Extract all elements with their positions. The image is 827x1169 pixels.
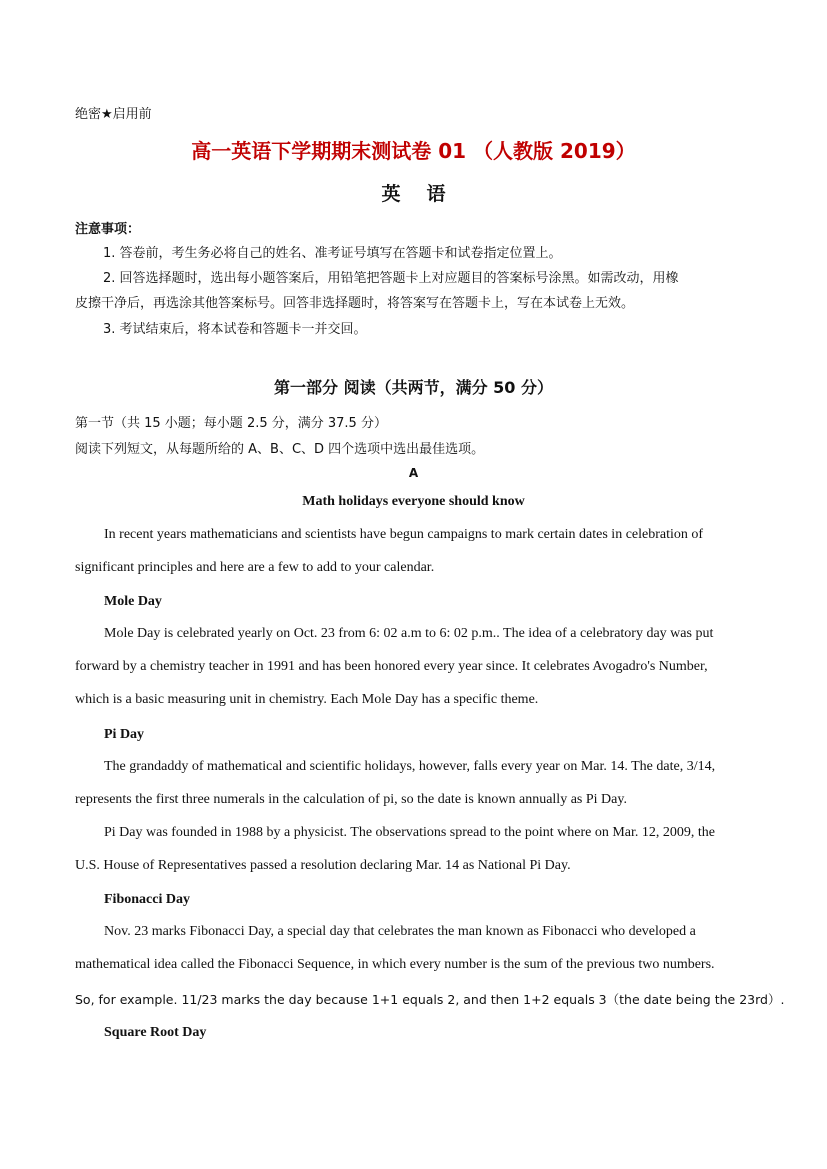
notice-item-2-line-1: 2. 回答选择题时，选出每小题答案后，用铅笔把答题卡上对应题目的答案标号涂黑。如需改动，用橡	[103, 271, 679, 286]
intro-line-2: significant principles and here are a few to add to your calendar.	[75, 560, 435, 575]
mole-day-heading: Mole Day	[104, 594, 162, 609]
notice-item-1: 1. 答卷前，考生务必将自己的姓名、准考证号填写在答题卡和试卷指定位置上。	[103, 246, 562, 261]
intro-line-1: In recent years mathematicians and scientists have begun campaigns to mark certain dates in celebration of	[104, 527, 704, 542]
part-heading: 第一部分 阅读（共两节，满分 50 分）	[274, 378, 553, 397]
pi-day-heading: Pi Day	[104, 727, 145, 742]
notice-heading: 注意事项：	[75, 222, 141, 237]
fibonacci-line-3: So, for example. 11/23 marks the day because 1+1 equals 2, and then 1+2 equals 3（the date being the 23rd）.	[75, 992, 785, 1007]
section-instruction: 阅读下列短文，从每题所给的 A、B、C、D 四个选项中选出最佳选项。	[75, 442, 485, 457]
pi-line-1: The grandaddy of mathematical and scientific holidays, however, falls every year on Mar. 14. The date, 3/14,	[104, 759, 716, 774]
fibonacci-line-1: Nov. 23 marks Fibonacci Day, a special day that celebrates the man known as Fibonacci who developed a	[104, 924, 696, 939]
passage-label: A	[408, 466, 419, 480]
pi-line-2: represents the first three numerals in the calculation of pi, so the date is known annually as Pi Day.	[75, 792, 627, 807]
section-heading: 第一节（共 15 小题；每小题 2.5 分，满分 37.5 分）	[75, 416, 387, 431]
fibonacci-day-heading: Fibonacci Day	[104, 892, 190, 907]
secret-mark: 绝密★启用前	[75, 107, 152, 122]
mole-line-1: Mole Day is celebrated yearly on Oct. 23 from 6: 02 a.m to 6: 02 p.m.. The idea of a celebratory day was put	[104, 626, 714, 641]
fibonacci-line-2: mathematical idea called the Fibonacci Sequence, in which every number is the sum of the previous two numbers.	[75, 957, 715, 972]
exam-title: 高一英语下学期期末测试卷 01 （人教版 2019）	[191, 139, 636, 163]
notice-item-3: 3. 考试结束后，将本试卷和答题卡一并交回。	[103, 322, 367, 337]
pi-line-4: U.S. House of Representatives passed a resolution declaring Mar. 14 as National Pi Day.	[75, 858, 571, 873]
subject-title: 英语	[381, 183, 472, 205]
passage-title: Math holidays everyone should know	[302, 494, 525, 509]
square-root-day-heading: Square Root Day	[104, 1025, 207, 1040]
mole-line-3: which is a basic measuring unit in chemistry. Each Mole Day has a specific theme.	[75, 692, 539, 707]
mole-line-2: forward by a chemistry teacher in 1991 and has been honored every year since. It celebrates Avogadro's Number,	[75, 659, 708, 674]
notice-item-2-line-2: 皮擦干净后，再选涂其他答案标号。回答非选择题时，将答案写在答题卡上，写在本试卷上无效。	[75, 296, 635, 311]
pi-line-3: Pi Day was founded in 1988 by a physicist. The observations spread to the point where on Mar. 12, 2009, the	[104, 825, 715, 840]
